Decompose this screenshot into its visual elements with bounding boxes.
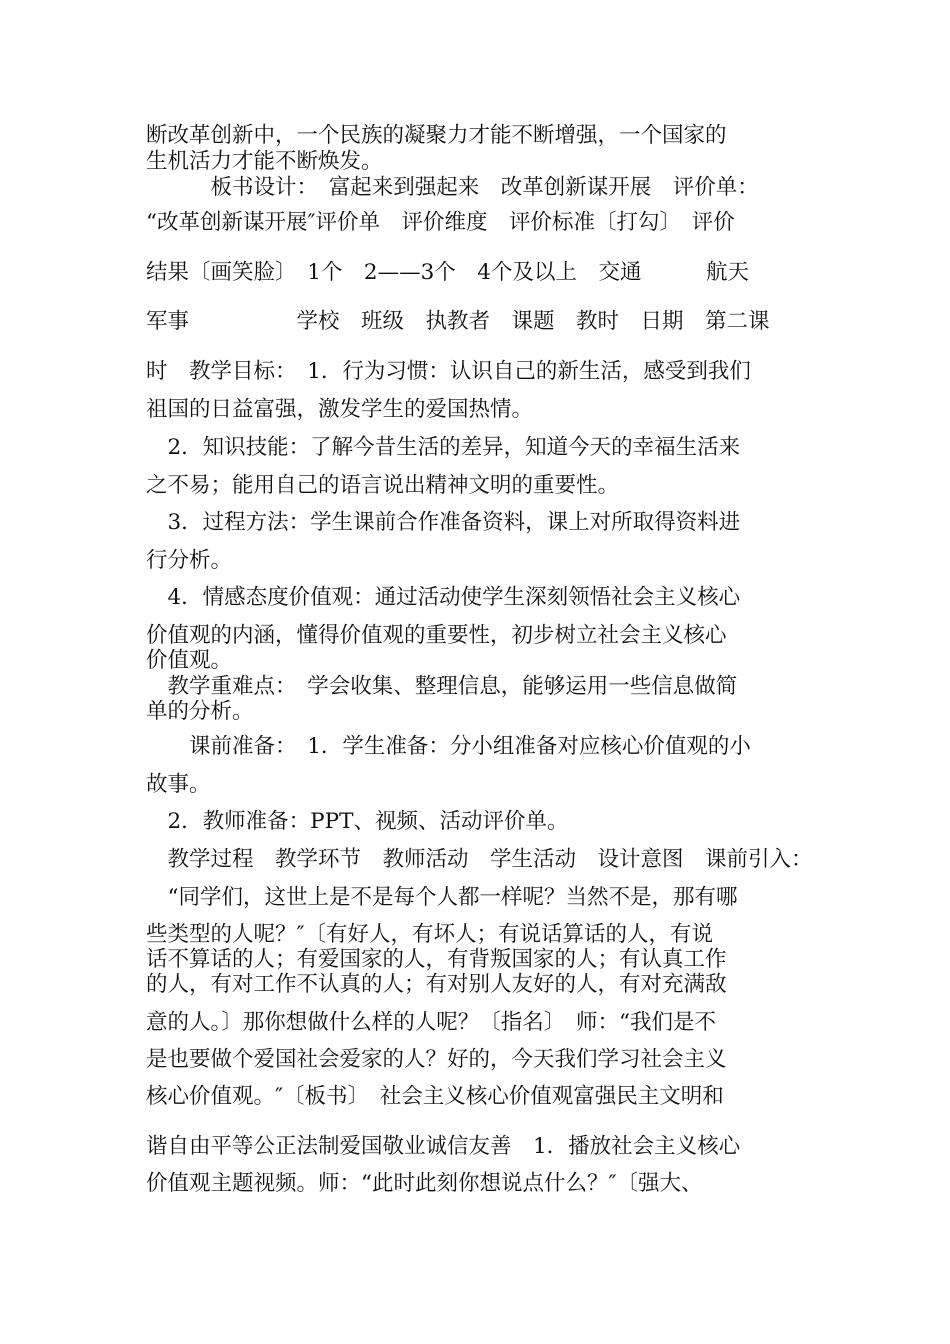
text-line: 断改革创新中，一个民族的凝聚力才能不断增强，一个国家的 (146, 123, 727, 148)
text-line: 军事 学校 班级 执教者 课题 教时 日期 第二课 (146, 309, 770, 334)
text-line: 结果〔画笑脸〕 1个 2——3个 4个及以上 交通 航天 (146, 260, 749, 285)
text-line: 核心价值观。″〔板书〕 社会主义核心价值观富强民主文明和 (146, 1084, 724, 1109)
text-line: 行分析。 (146, 548, 233, 573)
text-line: 生机活力才能不断焕发。 (146, 149, 383, 174)
text-line: 板书设计： 富起来到强起来 改革创新谋开展 评价单： (146, 175, 759, 200)
text-line: 是也要做个爱国社会爱家的人？好的，今天我们学习社会主义 (146, 1047, 727, 1072)
text-line: 教学过程 教学环节 教师活动 学生活动 设计意图 课前引入： (146, 847, 813, 872)
text-line: 祖国的日益富强，激发学生的爱国热情。 (146, 397, 534, 422)
text-line: 课前准备： 1．学生准备：分小组准备对应核心价值观的小 (146, 734, 751, 759)
text-line: 话不算话的人；有爱国家的人，有背叛国家的人；有认真工作 (146, 947, 727, 972)
text-line: 教学重难点： 学会收集、整理信息，能够运用一些信息做简 (146, 674, 738, 699)
text-line: 价值观的内涵，懂得价值观的重要性，初步树立社会主义核心 (146, 623, 727, 648)
text-line: 故事。 (146, 772, 211, 797)
text-line: 的人，有对工作不认真的人；有对别人友好的人，有对充满敌 (146, 972, 727, 997)
text-line: 之不易；能用自己的语言说出精神文明的重要性。 (146, 473, 620, 498)
text-line: 价值观主题视频。师：“此时此刻你想说点什么？″〔强大、 (146, 1171, 703, 1196)
text-line: “同学们，这世上是不是每个人都一样呢？当然不是，那有哪 (146, 885, 738, 910)
text-line: 2．教师准备：PPT、视频、活动评价单。 (146, 809, 569, 834)
text-line: 3．过程方法：学生课前合作准备资料，课上对所取得资料进 (146, 510, 741, 535)
text-line: 些类型的人呢？″〔有好人，有坏人；有说话算话的人，有说 (146, 922, 714, 947)
text-line: “改革创新谋开展″评价单 评价维度 评价标准〔打勾〕 评价 (146, 210, 735, 235)
text-line: 意的人。〕那你想做什么样的人呢？〔指名〕 师：“我们是不 (146, 1010, 716, 1035)
text-line: 2．知识技能：了解今昔生活的差异，知道今天的幸福生活来 (146, 435, 741, 460)
text-line: 谐自由平等公正法制爱国敬业诚信友善 1．播放社会主义核心 (146, 1134, 741, 1159)
text-line: 时 教学目标： 1．行为习惯：认识自己的新生活，感受到我们 (146, 359, 751, 384)
text-line: 单的分析。 (146, 699, 254, 724)
text-line: 4．情感态度价值观：通过活动使学生深刻领悟社会主义核心 (146, 585, 741, 610)
text-line: 价值观。 (146, 648, 233, 673)
